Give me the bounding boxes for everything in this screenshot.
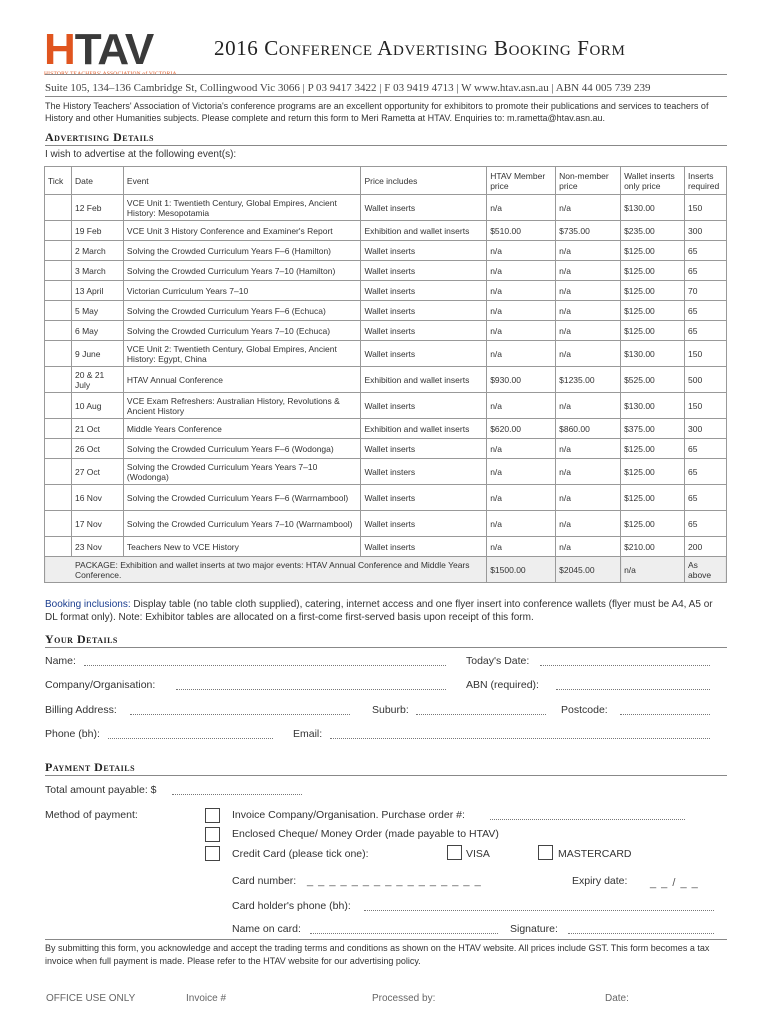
cell-nonmember: n/a (556, 281, 621, 301)
cell-wallet: $235.00 (621, 221, 685, 241)
abn-label: ABN (required): (466, 679, 539, 691)
cell-inserts: 70 (684, 281, 726, 301)
cell-inserts: 500 (684, 367, 726, 393)
cell-nonmember: n/a (556, 301, 621, 321)
visa-checkbox[interactable] (447, 845, 462, 860)
cell-date: 13 April (71, 281, 123, 301)
signature-field[interactable] (568, 933, 714, 934)
cell-wallet: $125.00 (621, 485, 685, 511)
cell-includes: Wallet inserts (361, 195, 487, 221)
cell-member: n/a (487, 281, 556, 301)
mastercard-checkbox[interactable] (538, 845, 553, 860)
tick-cell[interactable] (45, 537, 72, 557)
cell-includes: Wallet inserts (361, 439, 487, 459)
cell-date: 19 Feb (71, 221, 123, 241)
your-details-heading: Your Details (45, 632, 118, 646)
page-title: 2016 Conference Advertising Booking Form (214, 36, 626, 60)
card-number-label: Card number: (232, 875, 297, 887)
cell-wallet: $125.00 (621, 261, 685, 281)
table-row (45, 195, 727, 221)
table-row (45, 511, 727, 537)
cell-event: Middle Years Conference (123, 419, 361, 439)
tick-cell[interactable] (45, 261, 72, 281)
column-header: Event (123, 167, 361, 195)
cell-member: $620.00 (487, 419, 556, 439)
advertising-table (44, 166, 727, 583)
phone-label: Phone (bh): (45, 728, 100, 740)
advertising-rule (45, 145, 727, 146)
cell-includes: Wallet insters (361, 459, 487, 485)
expiry-date-field[interactable]: _ _ / _ _ (650, 877, 699, 889)
total-amount-field[interactable] (172, 794, 302, 795)
cell-includes: Exhibition and wallet inserts (361, 367, 487, 393)
cell-includes: Wallet inserts (361, 537, 487, 557)
table-row (45, 221, 727, 241)
cell-date: 3 March (71, 261, 123, 281)
cell-nonmember: n/a (556, 459, 621, 485)
cell-member: n/a (487, 241, 556, 261)
advertising-heading: Advertising Details (45, 130, 154, 144)
company-label: Company/Organisation: (45, 679, 156, 691)
total-amount-label: Total amount payable: $ (45, 784, 157, 796)
office-invoice-label: Invoice # (186, 993, 227, 1004)
todays-date-field[interactable] (540, 665, 710, 666)
tick-cell[interactable] (45, 281, 72, 301)
column-header: Tick (45, 167, 72, 195)
cell-wallet: $375.00 (621, 419, 685, 439)
cell-includes: Wallet inserts (361, 301, 487, 321)
cell-nonmember: n/a (556, 241, 621, 261)
table-row (45, 301, 727, 321)
card-number-field[interactable]: _ _ _ _ _ _ _ _ _ _ _ _ _ _ _ _ (307, 875, 482, 887)
table-row (45, 241, 727, 261)
table-row (45, 341, 727, 367)
card-holder-phone-label: Card holder's phone (bh): (232, 900, 351, 912)
booking-inclusions (45, 598, 725, 624)
cell-member: n/a (487, 511, 556, 537)
cell-member: n/a (487, 341, 556, 367)
cell-member: n/a (487, 301, 556, 321)
office-date-label: Date: (605, 993, 629, 1004)
package-inserts: As above (684, 557, 726, 583)
cell-nonmember: $860.00 (556, 419, 621, 439)
name-on-card-label: Name on card: (232, 923, 301, 935)
cell-event: Solving the Crowded Curriculum Years F–6 (Wodonga) (123, 439, 361, 459)
cell-includes: Wallet inserts (361, 281, 487, 301)
cell-date: 20 & 21 July (71, 367, 123, 393)
email-label: Email: (293, 728, 323, 740)
cell-date: 5 May (71, 301, 123, 321)
cell-wallet: $125.00 (621, 281, 685, 301)
cell-wallet: $210.00 (621, 537, 685, 557)
cell-includes: Exhibition and wallet inserts (361, 221, 487, 241)
cell-wallet: $125.00 (621, 241, 685, 261)
cell-includes: Wallet inserts (361, 241, 487, 261)
cell-nonmember: n/a (556, 393, 621, 419)
cell-date: 10 Aug (71, 393, 123, 419)
tick-cell[interactable] (45, 321, 72, 341)
cell-member: n/a (487, 195, 556, 221)
intro-text: The History Teachers' Association of Victoria's conference programs are an excellent opportunity for exhibitors to promote their publications and services to teachers of History and other Humanities subjects. Please complete and return this form to Meri Rametta at HTAV. Enquiries to: m.rametta@htav.asn.au. (45, 101, 709, 123)
email-field[interactable] (330, 738, 710, 739)
invoice-option-label: Invoice Company/Organisation. Purchase order #: (232, 809, 465, 821)
name-on-card-field[interactable] (310, 933, 498, 934)
cell-event: Solving the Crowded Curriculum Years F–6 (Warrnambool) (123, 485, 361, 511)
name-label: Name: (45, 655, 76, 667)
cell-wallet: $525.00 (621, 367, 685, 393)
expiry-date-label: Expiry date: (572, 875, 628, 887)
tick-cell[interactable] (45, 341, 72, 367)
cell-event: Solving the Crowded Curriculum Years Years 7–10 (Wodonga) (123, 459, 361, 485)
table-row (45, 439, 727, 459)
payment-details-heading: Payment Details (45, 760, 136, 774)
tick-cell[interactable] (45, 367, 72, 393)
cell-inserts: 65 (684, 485, 726, 511)
cell-event: VCE Unit 1: Twentieth Century, Global Empires, Ancient History: Mesopotamia (123, 195, 361, 221)
cell-member: $510.00 (487, 221, 556, 241)
cell-includes: Wallet inserts (361, 511, 487, 537)
cheque-checkbox[interactable] (205, 827, 220, 842)
cell-wallet: $130.00 (621, 341, 685, 367)
cell-event: Solving the Crowded Curriculum Years 7–10 (Warrnambool) (123, 511, 361, 537)
cell-nonmember: n/a (556, 485, 621, 511)
cell-date: 9 June (71, 341, 123, 367)
cell-inserts: 65 (684, 301, 726, 321)
cell-inserts: 65 (684, 459, 726, 485)
billing-address-field[interactable] (130, 714, 350, 715)
cell-event: VCE Unit 2: Twentieth Century, Global Empires, Ancient History: Egypt, China (123, 341, 361, 367)
table-row (45, 485, 727, 511)
cell-wallet: $130.00 (621, 195, 685, 221)
credit-card-option-label: Credit Card (please tick one): (232, 848, 369, 860)
cell-wallet: $125.00 (621, 459, 685, 485)
table-row (45, 393, 727, 419)
tick-cell[interactable] (45, 241, 72, 261)
purchase-order-field[interactable] (490, 819, 685, 820)
cell-nonmember: $1235.00 (556, 367, 621, 393)
package-wallet: n/a (621, 557, 685, 583)
cell-inserts: 300 (684, 221, 726, 241)
signature-label: Signature: (510, 923, 558, 935)
phone-field[interactable] (108, 738, 273, 739)
abn-field[interactable] (556, 689, 710, 690)
your-details-rule (45, 647, 727, 648)
cell-date: 12 Feb (71, 195, 123, 221)
tick-cell[interactable] (45, 439, 72, 459)
tick-cell[interactable] (45, 511, 72, 537)
suburb-field[interactable] (416, 714, 546, 715)
cell-event: HTAV Annual Conference (123, 367, 361, 393)
cell-inserts: 65 (684, 321, 726, 341)
booking-inclusions-text: Display table (no table cloth supplied), catering, internet access and one flyer insert into conference wallets (flyer must be A4, A5 or DL format only). Note: Exhibitor tables are allocated on a first-come first-served basis upon receipt of this form. (45, 599, 713, 623)
tick-cell[interactable] (45, 301, 72, 321)
cell-inserts: 150 (684, 341, 726, 367)
cell-wallet: $130.00 (621, 393, 685, 419)
cell-member: n/a (487, 537, 556, 557)
column-header: Date (71, 167, 123, 195)
cell-event: Victorian Curriculum Years 7–10 (123, 281, 361, 301)
tick-cell[interactable] (45, 195, 72, 221)
tick-cell[interactable] (45, 393, 72, 419)
postcode-field[interactable] (620, 714, 710, 715)
mastercard-label: MASTERCARD (558, 848, 632, 860)
cell-date: 2 March (71, 241, 123, 261)
cell-nonmember: n/a (556, 511, 621, 537)
header-rule (45, 74, 727, 75)
method-of-payment-label: Method of payment: (45, 809, 138, 821)
column-header: Wallet inserts only price (621, 167, 685, 195)
package-row (45, 557, 727, 583)
cell-date: 26 Oct (71, 439, 123, 459)
advertising-prompt: I wish to advertise at the following event(s): (45, 149, 237, 160)
cell-date: 23 Nov (71, 537, 123, 557)
cell-nonmember: n/a (556, 537, 621, 557)
cell-includes: Wallet inserts (361, 341, 487, 367)
visa-label: VISA (466, 848, 490, 860)
tick-cell[interactable] (45, 419, 72, 439)
payment-details-rule (45, 775, 727, 776)
logo-letter-h: H (44, 25, 75, 74)
cell-includes: Wallet inserts (361, 485, 487, 511)
tick-cell[interactable] (45, 221, 72, 241)
package-description: PACKAGE: Exhibition and wallet inserts at two major events: HTAV Annual Conference and Middle Years Conference. (45, 557, 487, 583)
cell-wallet: $125.00 (621, 439, 685, 459)
office-processed-label: Processed by: (372, 993, 436, 1004)
cell-event: Solving the Crowded Curriculum Years F–6 (Hamilton) (123, 241, 361, 261)
cell-nonmember: n/a (556, 261, 621, 281)
cell-includes: Wallet inserts (361, 321, 487, 341)
logo-letters-tav: TAV (74, 25, 154, 74)
cell-nonmember: $735.00 (556, 221, 621, 241)
cell-nonmember: n/a (556, 341, 621, 367)
cell-event: Solving the Crowded Curriculum Years 7–10 (Echuca) (123, 321, 361, 341)
cell-event: Solving the Crowded Curriculum Years F–6 (Echuca) (123, 301, 361, 321)
cell-inserts: 150 (684, 393, 726, 419)
card-holder-phone-field[interactable] (364, 910, 714, 911)
cell-nonmember: n/a (556, 439, 621, 459)
cell-member: n/a (487, 439, 556, 459)
package-member: $1500.00 (487, 557, 556, 583)
contact-address: Suite 105, 134–136 Cambridge St, Collingwood Vic 3066 | P 03 9417 3422 | F 03 9419 4713 | W www.htav.asn.au | ABN 44 005 739 239 (45, 82, 651, 94)
cell-date: 27 Oct (71, 459, 123, 485)
cell-member: $930.00 (487, 367, 556, 393)
cell-includes: Wallet inserts (361, 261, 487, 281)
booking-inclusions-lead: Booking inclusions: (45, 599, 131, 610)
cell-inserts: 65 (684, 439, 726, 459)
cell-inserts: 65 (684, 241, 726, 261)
cell-date: 21 Oct (71, 419, 123, 439)
cell-member: n/a (487, 485, 556, 511)
cell-nonmember: n/a (556, 321, 621, 341)
htav-logo (44, 25, 204, 76)
cell-event: VCE Unit 3 History Conference and Examiner's Report (123, 221, 361, 241)
table-row (45, 261, 727, 281)
package-nonmember: $2045.00 (556, 557, 621, 583)
todays-date-label: Today's Date: (466, 655, 530, 667)
cell-inserts: 300 (684, 419, 726, 439)
billing-address-label: Billing Address: (45, 704, 117, 716)
terms-rule (45, 939, 727, 940)
postcode-label: Postcode: (561, 704, 608, 716)
table-row (45, 321, 727, 341)
name-field[interactable] (84, 665, 446, 666)
cell-member: n/a (487, 261, 556, 281)
cell-nonmember: n/a (556, 195, 621, 221)
cell-event: VCE Exam Refreshers: Australian History, Revolutions & Ancient History (123, 393, 361, 419)
tick-cell[interactable] (45, 485, 72, 511)
credit-card-checkbox[interactable] (205, 846, 220, 861)
office-use-label: OFFICE USE ONLY (46, 993, 136, 1004)
company-field[interactable] (176, 689, 446, 690)
cell-member: n/a (487, 321, 556, 341)
suburb-label: Suburb: (372, 704, 409, 716)
table-row (45, 537, 727, 557)
cell-wallet: $125.00 (621, 321, 685, 341)
invoice-checkbox[interactable] (205, 808, 220, 823)
cell-date: 6 May (71, 321, 123, 341)
cell-wallet: $125.00 (621, 301, 685, 321)
terms-text: By submitting this form, you acknowledge and accept the trading terms and conditions as shown on the HTAV website. All prices include GST. This form becomes a tax invoice when full payment is made. Please refer to the HTAV website for our advertising policy. (45, 943, 710, 966)
cheque-option-label: Enclosed Cheque/ Money Order (made payable to HTAV) (232, 828, 499, 840)
cell-inserts: 200 (684, 537, 726, 557)
table-row (45, 367, 727, 393)
table-row (45, 459, 727, 485)
cell-inserts: 65 (684, 261, 726, 281)
cell-inserts: 65 (684, 511, 726, 537)
tick-cell[interactable] (45, 459, 72, 485)
cell-member: n/a (487, 459, 556, 485)
cell-event: Teachers New to VCE History (123, 537, 361, 557)
cell-includes: Wallet inserts (361, 393, 487, 419)
cell-date: 17 Nov (71, 511, 123, 537)
address-rule (45, 96, 727, 97)
cell-includes: Exhibition and wallet inserts (361, 419, 487, 439)
column-header: HTAV Member price (487, 167, 556, 195)
cell-wallet: $125.00 (621, 511, 685, 537)
table-header-row (45, 167, 727, 195)
table-row (45, 281, 727, 301)
column-header: Inserts required (684, 167, 726, 195)
cell-member: n/a (487, 393, 556, 419)
cell-event: Solving the Crowded Curriculum Years 7–10 (Hamilton) (123, 261, 361, 281)
table-row (45, 419, 727, 439)
cell-inserts: 150 (684, 195, 726, 221)
column-header: Non-member price (556, 167, 621, 195)
column-header: Price includes (361, 167, 487, 195)
cell-date: 16 Nov (71, 485, 123, 511)
